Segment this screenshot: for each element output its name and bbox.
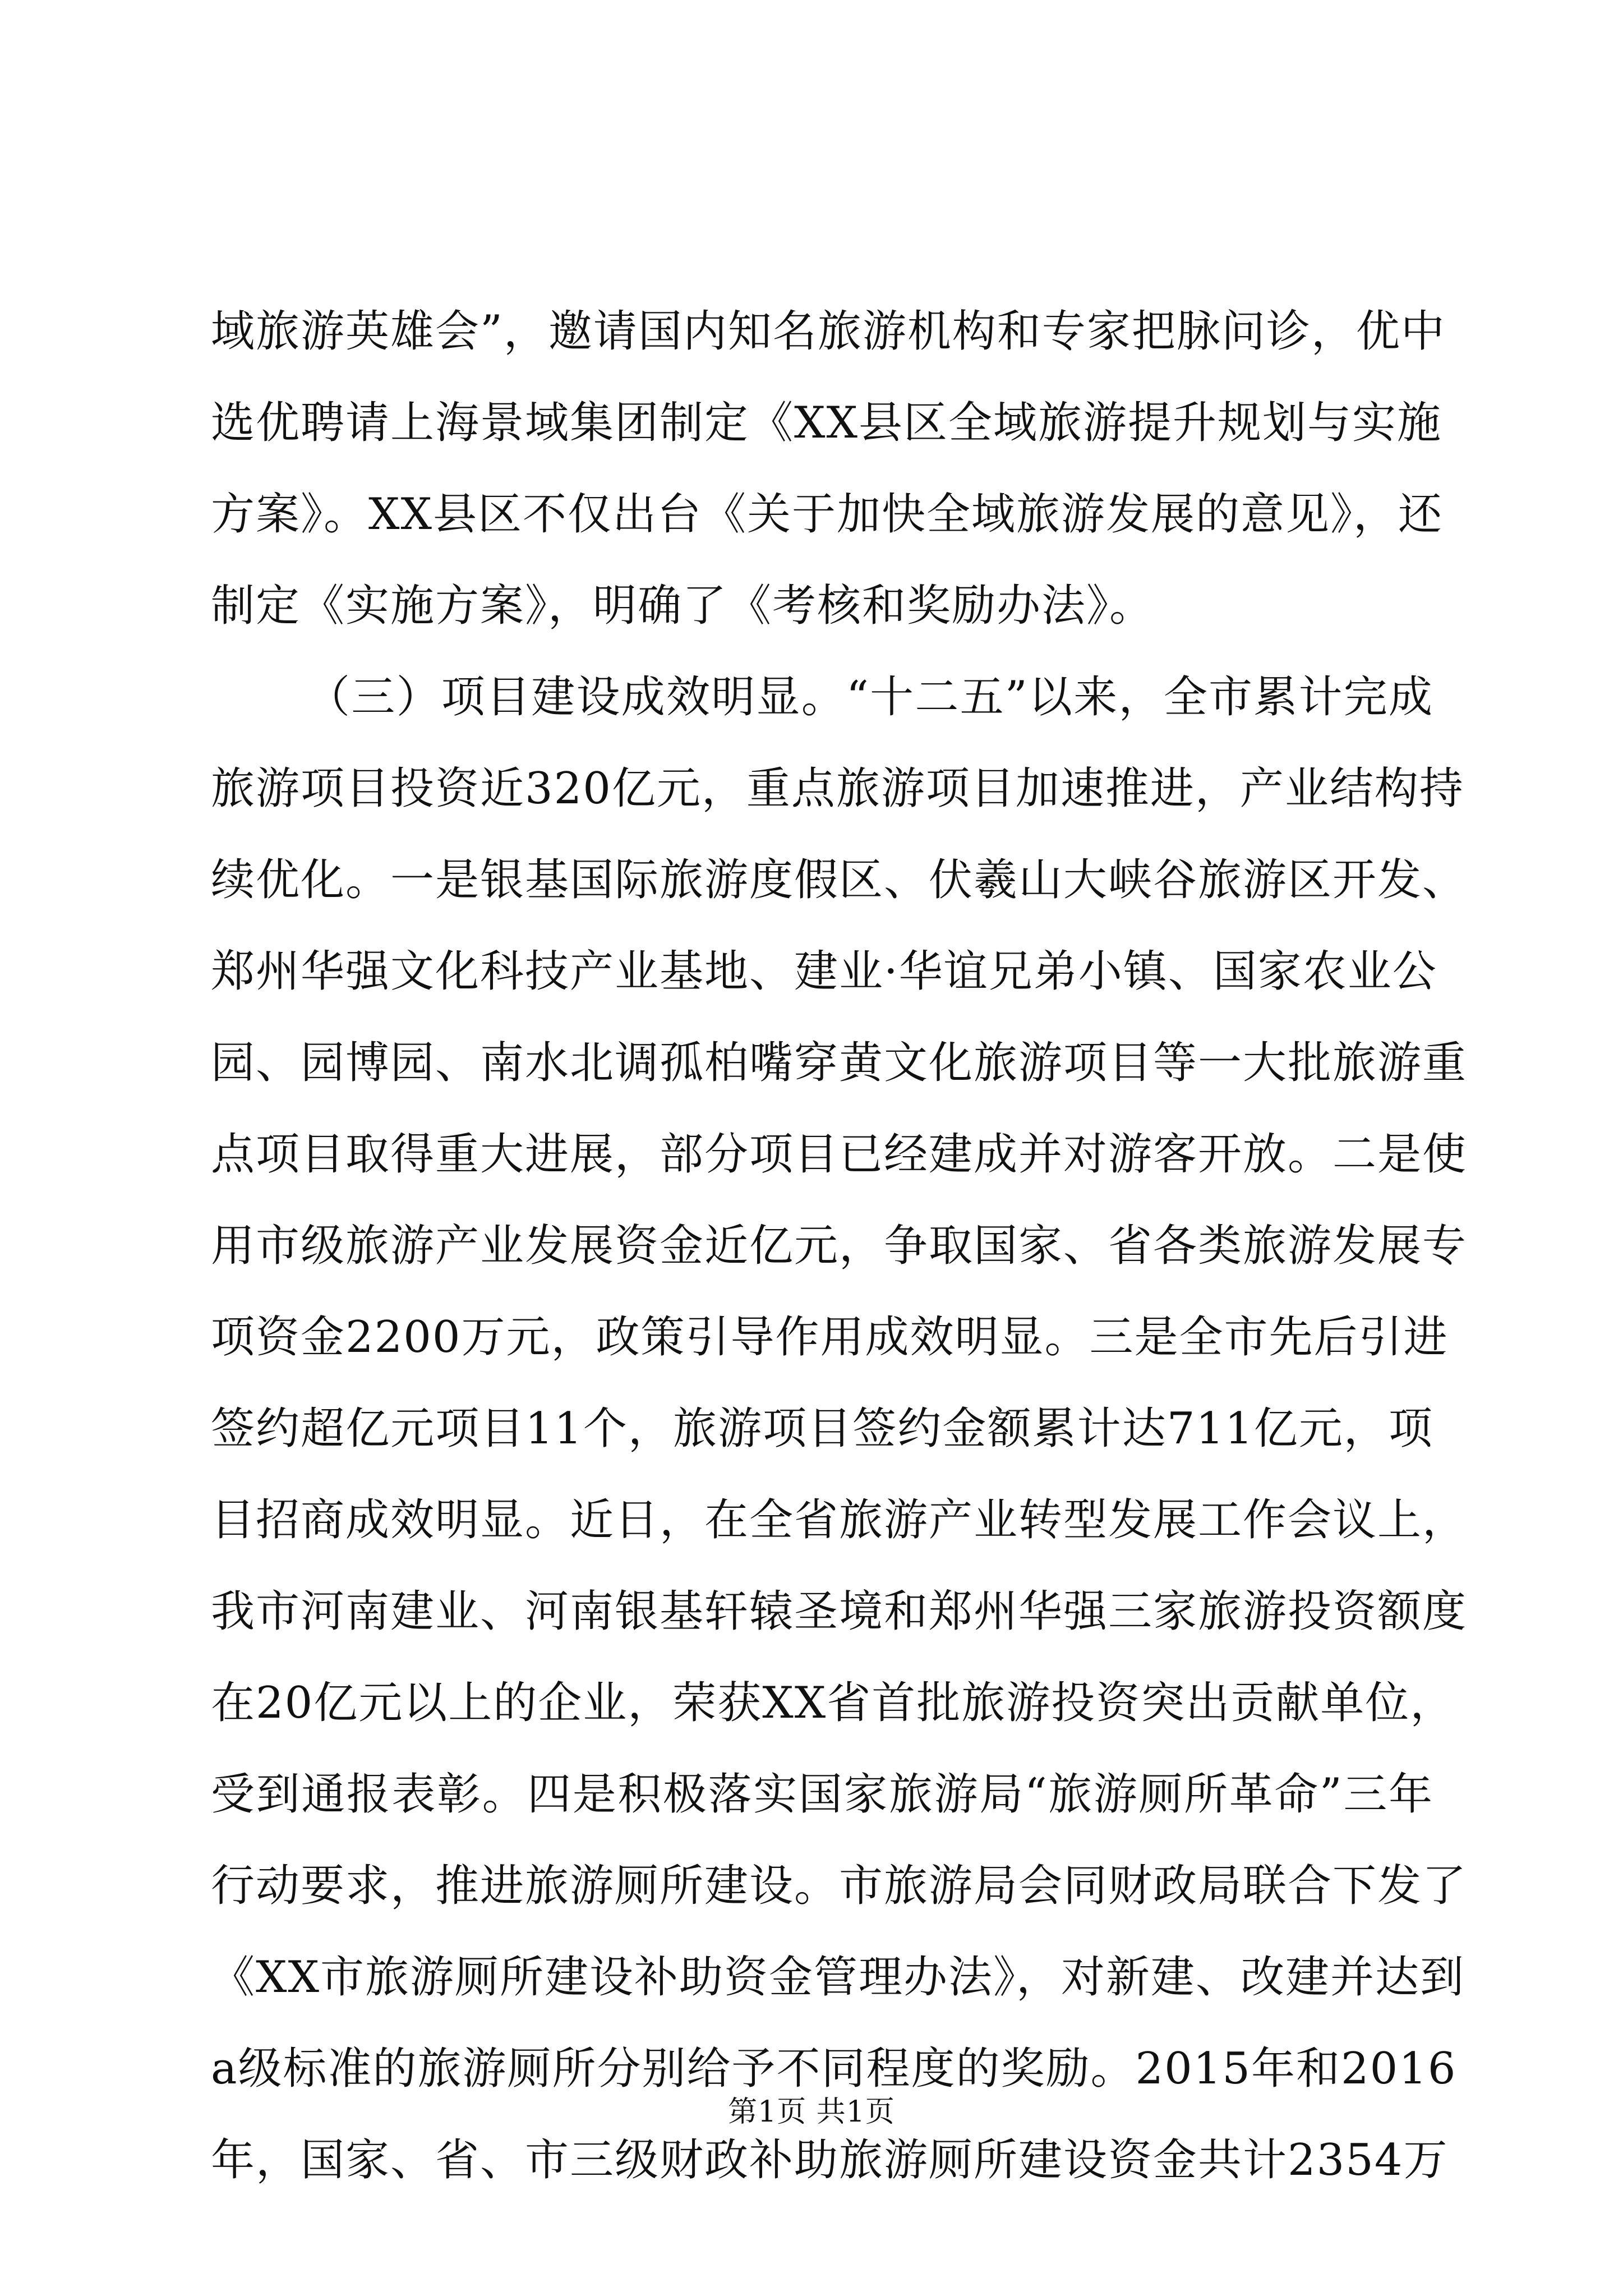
paragraph-line-7: 续优化。一是银基国际旅游度假区、伏羲山大峡谷旅游区开发、 (211, 855, 1468, 905)
paragraph-line-19: 《XX市旅游厕所建设补助资金管理办法》，对新建、改建并达到 (211, 1952, 1465, 2003)
paragraph-line-16: 在20亿元以上的企业，荣获XX省首批旅游投资突出贡献单位， (211, 1678, 1455, 1728)
paragraph-line-17: 受到通报表彰。四是积极落实国家旅游局“旅游厕所革命”三年 (211, 1769, 1433, 1820)
paragraph-line-12: 项资金2200万元，政策引导作用成效明显。三是全市先后引进 (211, 1312, 1449, 1363)
paragraph-line-8: 郑州华强文化科技产业基地、建业·华谊兄弟小镇、国家农业公 (211, 946, 1437, 997)
paragraph-line-3: 方案》。XX县区不仅出台《关于加快全域旅游发展的意见》，还 (211, 489, 1444, 540)
section-heading-line: （三）项目建设成效明显。“十二五”以来，全市累计完成 (306, 672, 1433, 723)
paragraph-line-10: 点项目取得重大进展，部分项目已经建成并对游客开放。二是使 (211, 1129, 1468, 1180)
paragraph-line-13: 签约超亿元项目11个，旅游项目签约金额累计达711亿元，项 (211, 1404, 1433, 1454)
paragraph-line-14: 目招商成效明显。近日，在全省旅游产业转型发展工作会议上， (211, 1495, 1468, 1545)
paragraph-line-18: 行动要求，推进旅游厕所建设。市旅游局会同财政局联合下发了 (211, 1861, 1468, 1911)
paragraph-line-6: 旅游项目投资近320亿元，重点旅游项目加速推进，产业结构持 (211, 763, 1464, 814)
paragraph-line-2: 选优聘请上海景域集团制定《XX县区全域旅游提升规划与实施 (211, 398, 1442, 448)
paragraph-line-1: 域旅游英雄会”，邀请国内知名旅游机构和专家把脉问诊，优中 (211, 306, 1446, 357)
document-body (211, 286, 1468, 2206)
paragraph-line-20: a级标准的旅游厕所分别给予不同程度的奖励。2015年和2016 (211, 2044, 1457, 2094)
paragraph-line-21: 年，国家、省、市三级财政补助旅游厕所建设资金共计2354万 (211, 2135, 1449, 2185)
paragraph-line-4: 制定《实施方案》，明确了《考核和奖励办法》。 (211, 581, 1155, 631)
paragraph-line-11: 用市级旅游产业发展资金近亿元，争取国家、省各类旅游发展专 (211, 1221, 1468, 1271)
paragraph-line-9: 园、园博园、南水北调孤柏嘴穿黄文化旅游项目等一大批旅游重 (211, 1038, 1468, 1088)
page-footer: 第1页 共1页 (728, 2095, 895, 2129)
paragraph-line-15: 我市河南建业、河南银基轩辕圣境和郑州华强三家旅游投资额度 (211, 1586, 1468, 1637)
